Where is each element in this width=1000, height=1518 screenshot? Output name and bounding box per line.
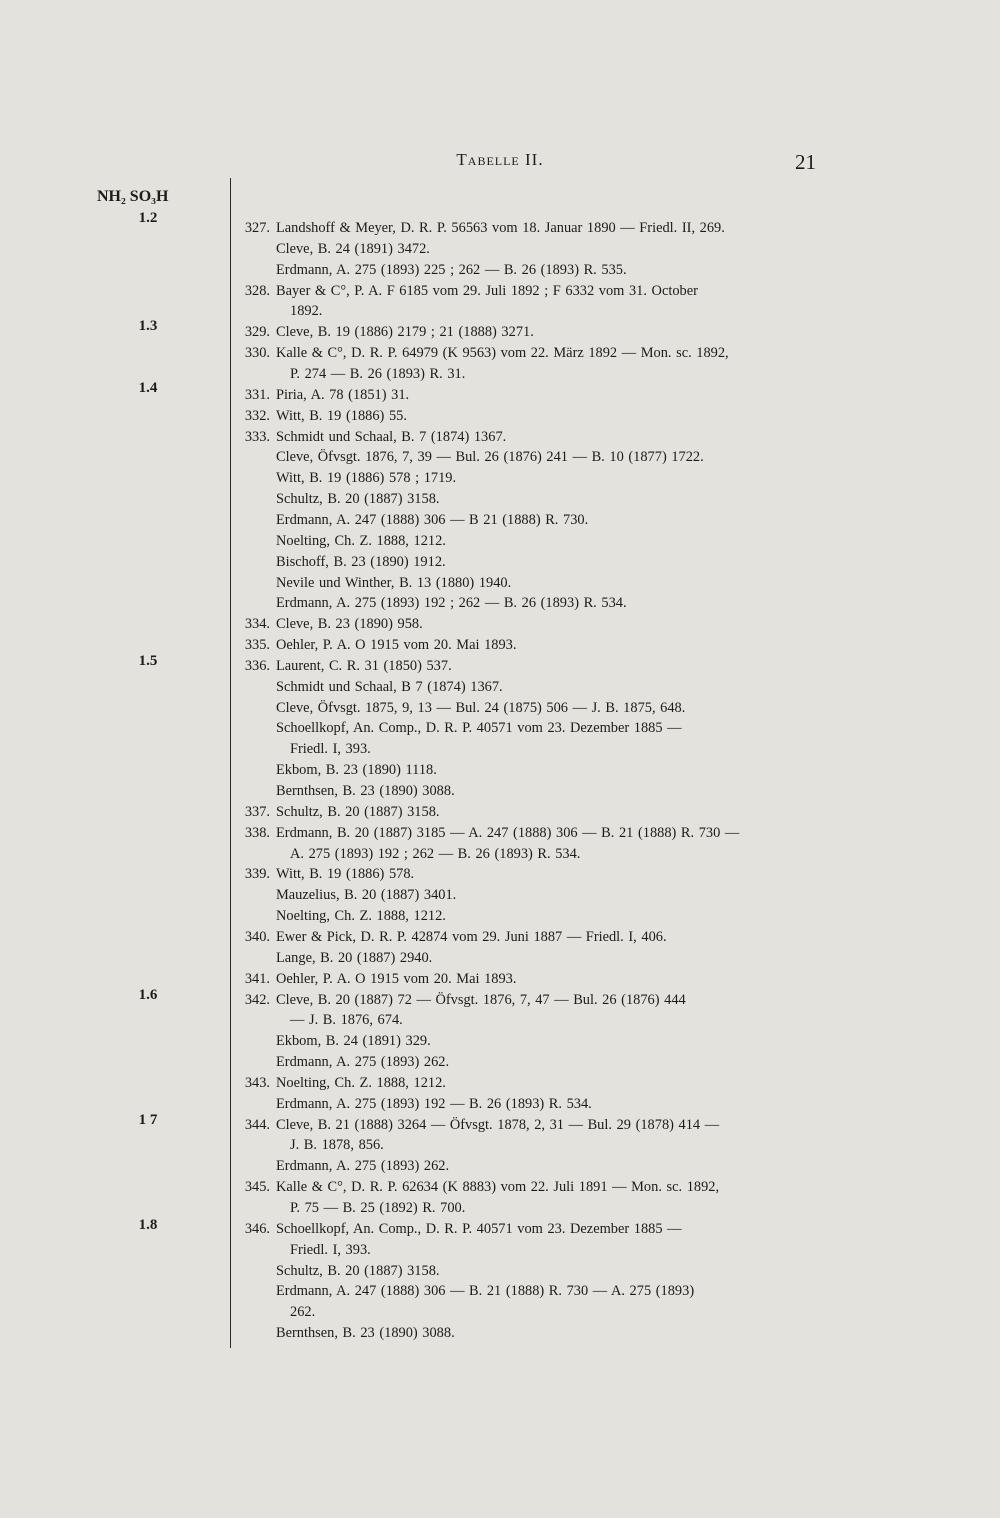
reference-text: Mauzelius, B. 20 (1887) 3401.	[276, 887, 457, 904]
reference-text: Cleve, B. 19 (1886) 2179 ; 21 (1888) 3271.	[276, 324, 534, 341]
reference-text: Landshoff & Meyer, D. R. P. 56563 vom 18. Januar 1890 — Friedl. II, 269.	[276, 220, 725, 236]
reference-text: Erdmann, A. 247 (1888) 306 — B 21 (1888) R. 730.	[276, 511, 589, 528]
reference-text: Nevile und Winther, B. 13 (1880) 1940.	[276, 574, 512, 591]
entry-number: 334.	[244, 616, 270, 633]
reference-text: Ewer & Pick, D. R. P. 42874 vom 29. Juni 1887 — Friedl. I, 406.	[276, 928, 667, 945]
reference-text: Witt, B. 19 (1886) 578.	[276, 866, 415, 883]
reference-text: Oehler, P. A. O 1915 vom 20. Mai 1893.	[276, 970, 517, 987]
reference-text: Cleve, Öfvsgt. 1876, 7, 39 — Bul. 26 (1876) 241 — B. 10 (1877) 1722.	[276, 449, 704, 466]
entry-number: 346.	[244, 1220, 270, 1237]
reference-text: Friedl. I, 393.	[290, 1241, 371, 1258]
reference-text: Erdmann, A. 275 (1893) 225 ; 262 — B. 26 (1893) R. 535.	[276, 261, 627, 278]
entry-number: 342.	[244, 991, 270, 1008]
reference-text: Schoellkopf, An. Comp., D. R. P. 40571 vom 23. Dezember 1885 —	[276, 1220, 682, 1237]
reference-text: Kalle & C°, D. R. P. 64979 (K 9563) vom 22. März 1892 — Mon. sc. 1892,	[276, 345, 729, 362]
reference-text: Witt, B. 19 (1886) 578 ; 1719.	[276, 470, 457, 487]
reference-text: A. 275 (1893) 192 ; 262 — B. 26 (1893) R. 534.	[290, 845, 581, 862]
reference-text: Schultz, B. 20 (1887) 3158.	[276, 803, 440, 820]
position-label: 1.4	[138, 380, 158, 396]
position-label: 1 7	[138, 1112, 158, 1128]
reference-text: Kalle & C°, D. R. P. 62634 (K 8883) vom 22. Juli 1891 — Mon. sc. 1892,	[276, 1179, 720, 1196]
reference-text: Schmidt und Schaal, B. 7 (1874) 1367.	[276, 428, 507, 445]
reference-text: — J. B. 1876, 674.	[290, 1012, 403, 1029]
entry-number: 332.	[244, 407, 270, 424]
entry-number: 336.	[244, 657, 270, 674]
entry-number: 335.	[244, 637, 270, 653]
reference-text: Erdmann, A. 247 (1888) 306 — B. 21 (1888) R. 730 — A. 275 (1893)	[276, 1283, 695, 1300]
entry-number: 340.	[244, 928, 270, 945]
reference-text: Noelting, Ch. Z. 1888, 1212.	[276, 1074, 446, 1091]
entry-number: 338.	[244, 824, 270, 841]
reference-text: 262.	[290, 1304, 316, 1321]
entry-number: 329.	[244, 324, 270, 341]
reference-text: Bernthsen, B. 23 (1890) 3088.	[276, 1325, 455, 1342]
entry-number: 341.	[244, 970, 270, 987]
entry-number: 327.	[244, 220, 270, 236]
reference-text: Cleve, B. 20 (1887) 72 — Öfvsgt. 1876, 7, 47 — Bul. 26 (1876) 444	[276, 991, 686, 1008]
entry-number: 331.	[244, 386, 270, 403]
reference-text: Cleve, B. 24 (1891) 3472.	[276, 240, 430, 257]
reference-text: Bernthsen, B. 23 (1890) 3088.	[276, 783, 455, 799]
position-label: 1.5	[138, 653, 158, 669]
reference-text: Noelting, Ch. Z. 1888, 1212.	[276, 908, 446, 925]
entry-number: 343.	[244, 1074, 270, 1091]
reference-text: Erdmann, A. 275 (1893) 192 ; 262 — B. 26 (1893) R. 534.	[276, 595, 627, 612]
reference-text: Noelting, Ch. Z. 1888, 1212.	[276, 532, 446, 549]
entry-number: 339.	[244, 866, 270, 883]
column-heading: NH₂ SO₃H	[97, 188, 169, 205]
reference-text: P. 274 — B. 26 (1893) R. 31.	[290, 366, 466, 382]
reference-text: Erdmann, B. 20 (1887) 3185 — A. 247 (1888) 306 — B. 21 (1888) R. 730 —	[276, 824, 740, 841]
reference-text: Ekbom, B. 23 (1890) 1118.	[276, 762, 437, 779]
entry-number: 328.	[244, 282, 270, 299]
reference-text: Cleve, B. 23 (1890) 958.	[276, 616, 423, 633]
reference-text: Schultz, B. 20 (1887) 3158.	[276, 1262, 440, 1279]
reference-text: Witt, B. 19 (1886) 55.	[276, 407, 407, 424]
reference-text: P. 75 — B. 25 (1892) R. 700.	[290, 1200, 466, 1216]
reference-text: Bischoff, B. 23 (1890) 1912.	[276, 553, 446, 570]
reference-text: Schmidt und Schaal, B 7 (1874) 1367.	[276, 678, 503, 695]
reference-text: Schultz, B. 20 (1887) 3158.	[276, 491, 440, 508]
position-label: 1.8	[138, 1217, 158, 1233]
column-divider	[230, 178, 231, 1348]
position-label: 1.3	[138, 318, 158, 334]
reference-text: Ekbom, B. 24 (1891) 329.	[276, 1033, 431, 1050]
page-number: 21	[795, 150, 816, 174]
reference-text: Oehler, P. A. O 1915 vom 20. Mai 1893.	[276, 637, 517, 653]
reference-text: Erdmann, A. 275 (1893) 262.	[276, 1054, 450, 1070]
reference-text: Laurent, C. R. 31 (1850) 537.	[276, 657, 452, 674]
reference-text: Cleve, Öfvsgt. 1875, 9, 13 — Bul. 24 (1875) 506 — J. B. 1875, 648.	[276, 699, 686, 716]
entry-number: 330.	[244, 345, 270, 362]
entry-number: 344.	[244, 1116, 270, 1133]
position-label: 1.6	[138, 987, 158, 1003]
reference-text: 1892.	[290, 303, 323, 320]
reference-text: Lange, B. 20 (1887) 2940.	[276, 949, 433, 966]
table-title: Tabelle II.	[456, 150, 544, 169]
entry-number: 333.	[244, 428, 270, 445]
reference-text: J. B. 1878, 856.	[290, 1137, 384, 1154]
reference-text: Cleve, B. 21 (1888) 3264 — Öfvsgt. 1878, 2, 31 — Bul. 29 (1878) 414 —	[276, 1116, 720, 1133]
reference-text: Erdmann, A. 275 (1893) 262.	[276, 1158, 450, 1175]
position-label: 1.2	[138, 210, 158, 226]
entry-number: 345.	[244, 1179, 270, 1196]
entry-number: 337.	[244, 803, 270, 820]
reference-text: Friedl. I, 393.	[290, 741, 371, 758]
reference-text: Schoellkopf, An. Comp., D. R. P. 40571 vom 23. Dezember 1885 —	[276, 720, 682, 737]
reference-text: Bayer & C°, P. A. F 6185 vom 29. Juli 1892 ; F 6332 vom 31. October	[276, 282, 698, 299]
reference-text: Piria, A. 78 (1851) 31.	[276, 386, 410, 403]
reference-text: Erdmann, A. 275 (1893) 192 — B. 26 (1893) R. 534.	[276, 1095, 592, 1112]
